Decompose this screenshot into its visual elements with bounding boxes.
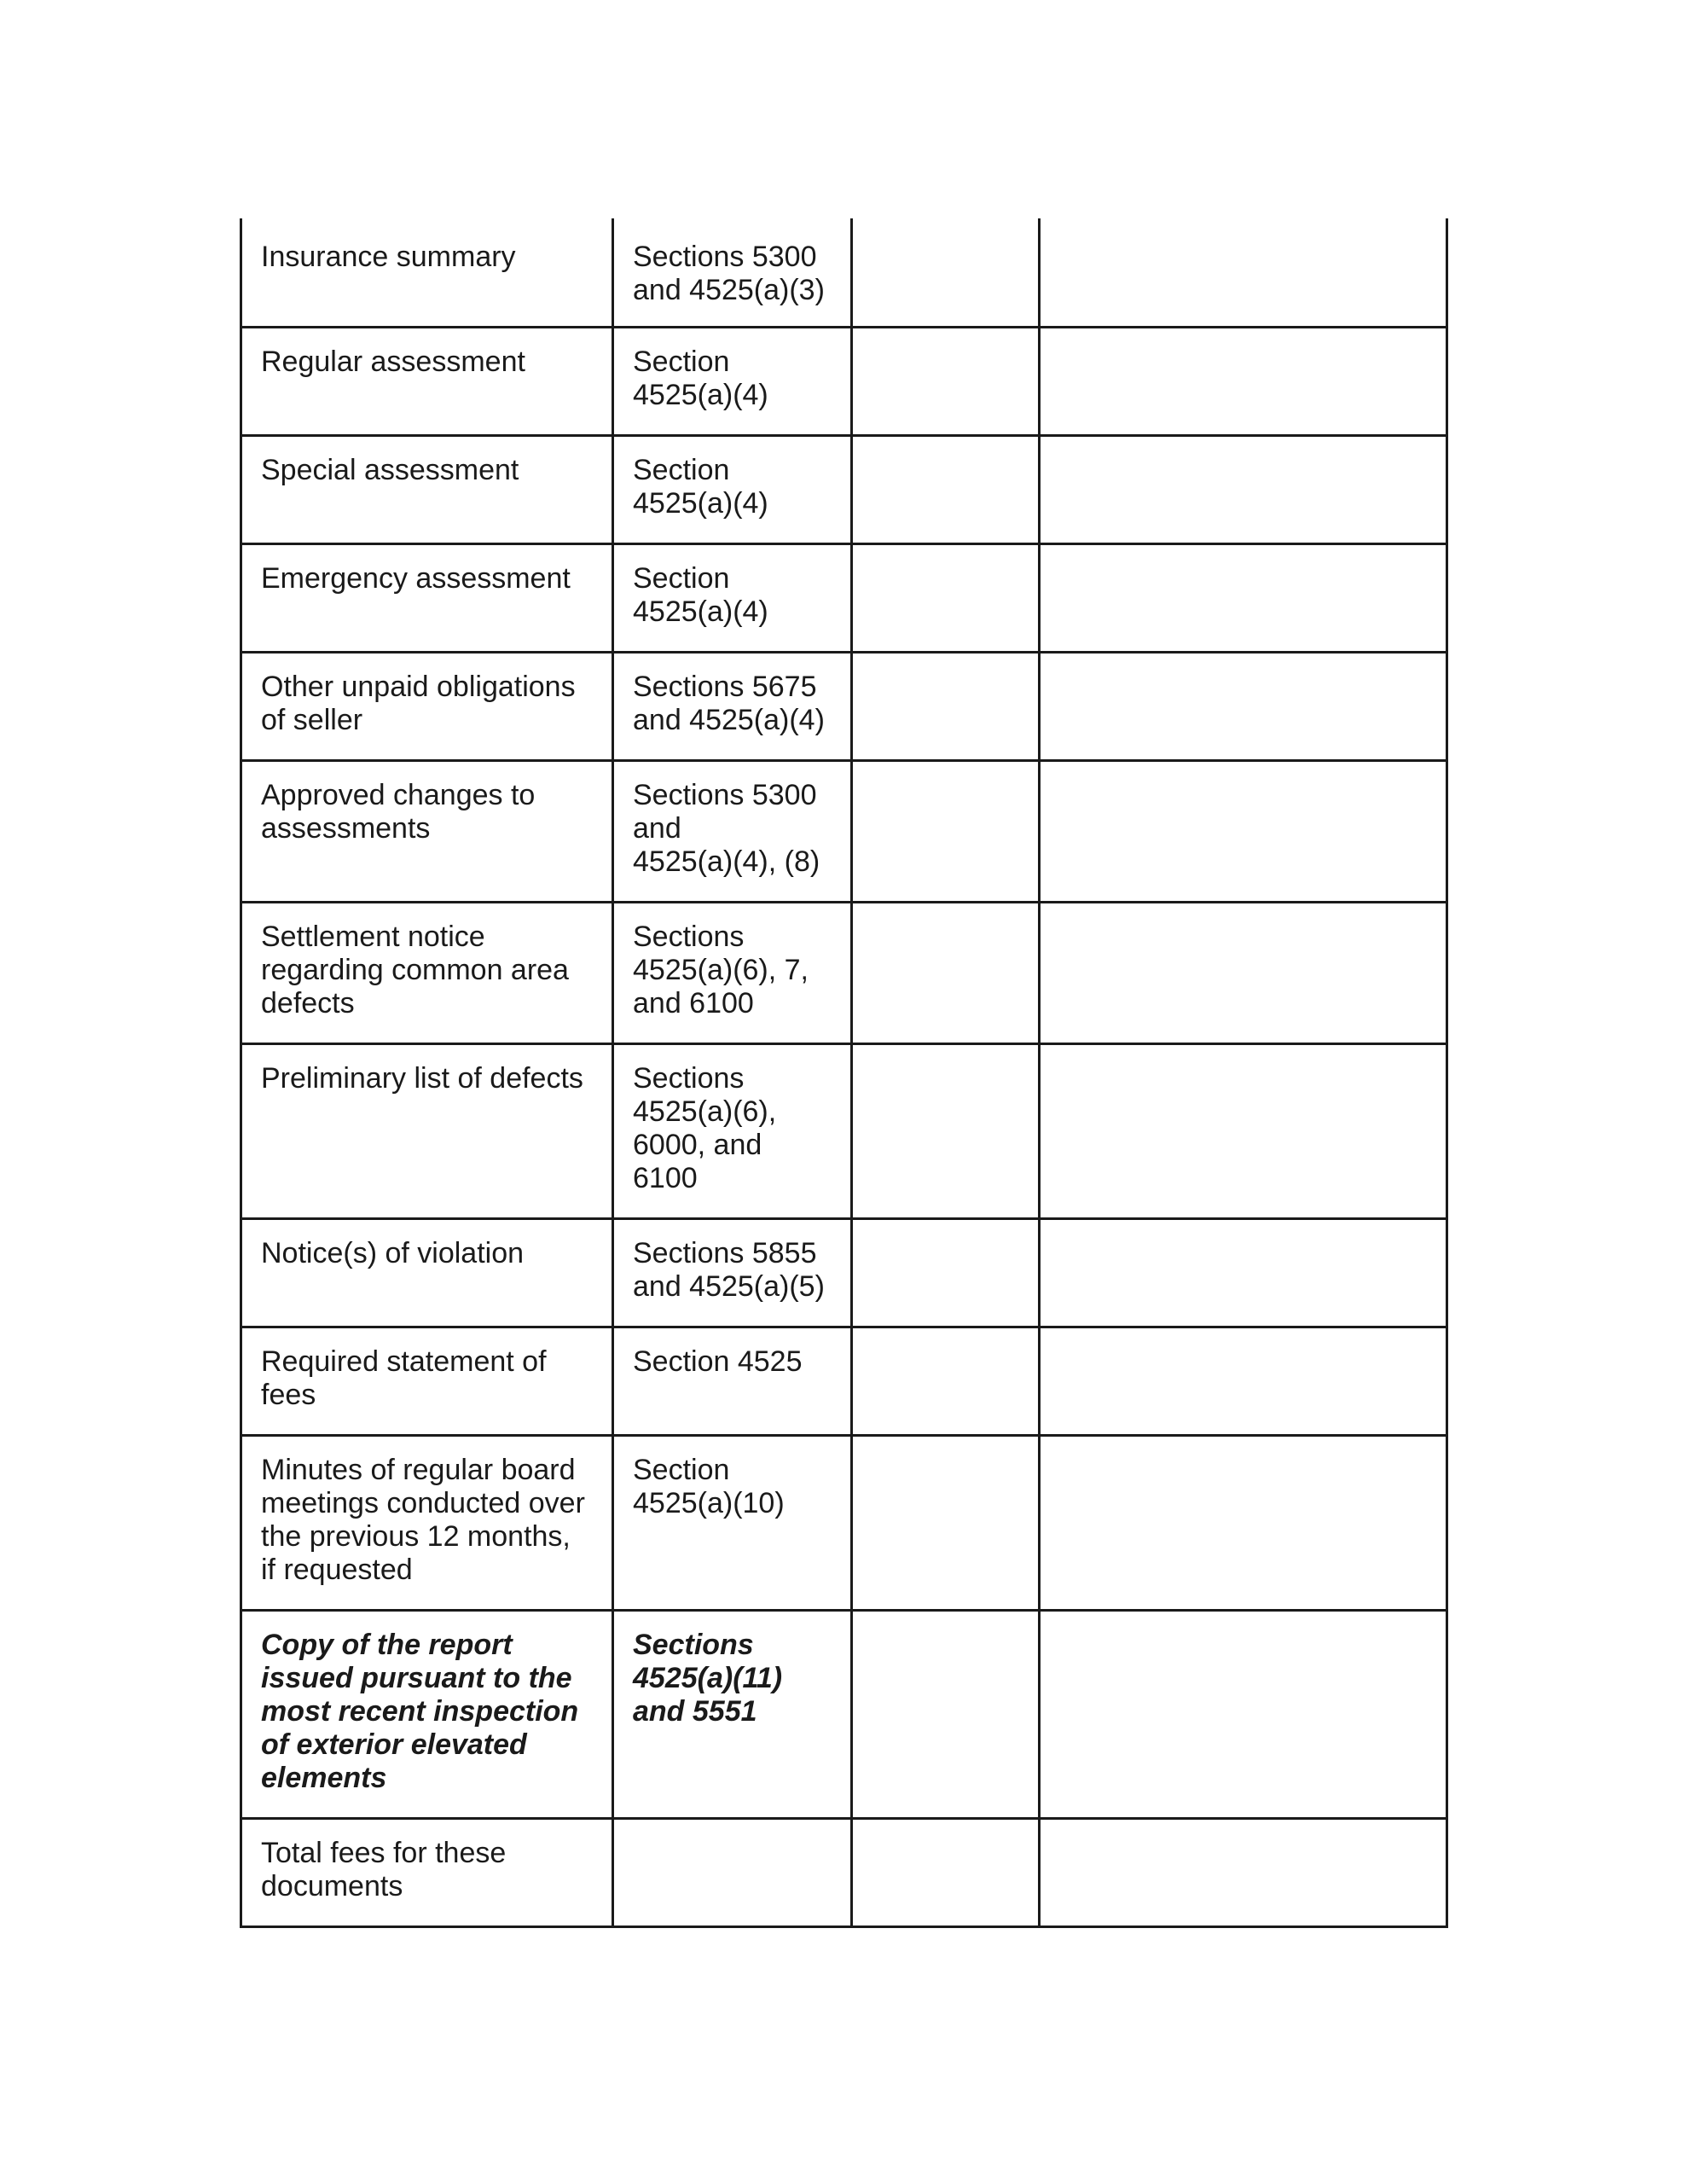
document-name-cell: Other unpaid obligations of seller [241, 652, 613, 760]
document-name-cell: Preliminary list of defects [241, 1043, 613, 1218]
blank-cell [852, 218, 1040, 327]
blank-cell [1040, 1435, 1447, 1610]
civil-code-section-cell: Section 4525 [613, 1327, 852, 1435]
table-row [241, 327, 1447, 435]
civil-code-section-cell: Section 4525(a)(4) [613, 435, 852, 543]
blank-cell [1040, 1818, 1447, 1926]
document-name-cell: Approved changes to assessments [241, 760, 613, 902]
table-row [241, 1435, 1447, 1610]
blank-cell [852, 1435, 1040, 1610]
blank-cell [852, 543, 1040, 652]
table-row-emphasized [241, 1610, 1447, 1818]
blank-cell [852, 1043, 1040, 1218]
blank-cell [852, 652, 1040, 760]
document-name-cell: Special assessment [241, 435, 613, 543]
civil-code-section-cell: Sections 4525(a)(11) and 5551 [613, 1610, 852, 1818]
blank-cell [1040, 543, 1447, 652]
civil-code-section-cell: Section 4525(a)(10) [613, 1435, 852, 1610]
blank-cell [1040, 652, 1447, 760]
document-name-cell: Notice(s) of violation [241, 1218, 613, 1327]
table-row [241, 1818, 1447, 1926]
blank-cell [852, 1610, 1040, 1818]
blank-cell [852, 1218, 1040, 1327]
blank-cell [1040, 1610, 1447, 1818]
fee-documents-table [240, 218, 1448, 1928]
document-name-cell: Emergency assessment [241, 543, 613, 652]
blank-cell [1040, 760, 1447, 902]
civil-code-section-cell [613, 1818, 852, 1926]
table-row [241, 218, 1447, 327]
blank-cell [852, 760, 1040, 902]
table-row [241, 1043, 1447, 1218]
civil-code-section-cell: Sections 5300 and 4525(a)(3) [613, 218, 852, 327]
document-name-cell: Regular assessment [241, 327, 613, 435]
blank-cell [1040, 218, 1447, 327]
civil-code-section-cell: Sections 5675 and 4525(a)(4) [613, 652, 852, 760]
blank-cell [1040, 902, 1447, 1043]
document-name-cell: Minutes of regular board meetings conducted over the previous 12 months, if requested [241, 1435, 613, 1610]
blank-cell [852, 435, 1040, 543]
civil-code-section-cell: Section 4525(a)(4) [613, 327, 852, 435]
table-row [241, 652, 1447, 760]
table-row [241, 902, 1447, 1043]
blank-cell [852, 1818, 1040, 1926]
civil-code-section-cell: Sections 5300 and 4525(a)(4), (8) [613, 760, 852, 902]
table-row [241, 543, 1447, 652]
document-name-cell: Copy of the report issued pursuant to the most recent inspection of exterior elevated elements [241, 1610, 613, 1818]
civil-code-section-cell: Sections 5855 and 4525(a)(5) [613, 1218, 852, 1327]
document-name-cell: Settlement notice regarding common area defects [241, 902, 613, 1043]
table-row [241, 760, 1447, 902]
civil-code-section-cell: Sections 4525(a)(6), 7, and 6100 [613, 902, 852, 1043]
blank-cell [1040, 1327, 1447, 1435]
blank-cell [852, 1327, 1040, 1435]
civil-code-section-cell: Section 4525(a)(4) [613, 543, 852, 652]
document-name-cell: Total fees for these documents [241, 1818, 613, 1926]
document-name-cell: Required statement of fees [241, 1327, 613, 1435]
table-row [241, 1218, 1447, 1327]
blank-cell [852, 327, 1040, 435]
document-name-cell: Insurance summary [241, 218, 613, 327]
blank-cell [1040, 435, 1447, 543]
blank-cell [1040, 327, 1447, 435]
table-row [241, 1327, 1447, 1435]
table-row [241, 435, 1447, 543]
blank-cell [852, 902, 1040, 1043]
blank-cell [1040, 1043, 1447, 1218]
blank-cell [1040, 1218, 1447, 1327]
civil-code-section-cell: Sections 4525(a)(6), 6000, and 6100 [613, 1043, 852, 1218]
